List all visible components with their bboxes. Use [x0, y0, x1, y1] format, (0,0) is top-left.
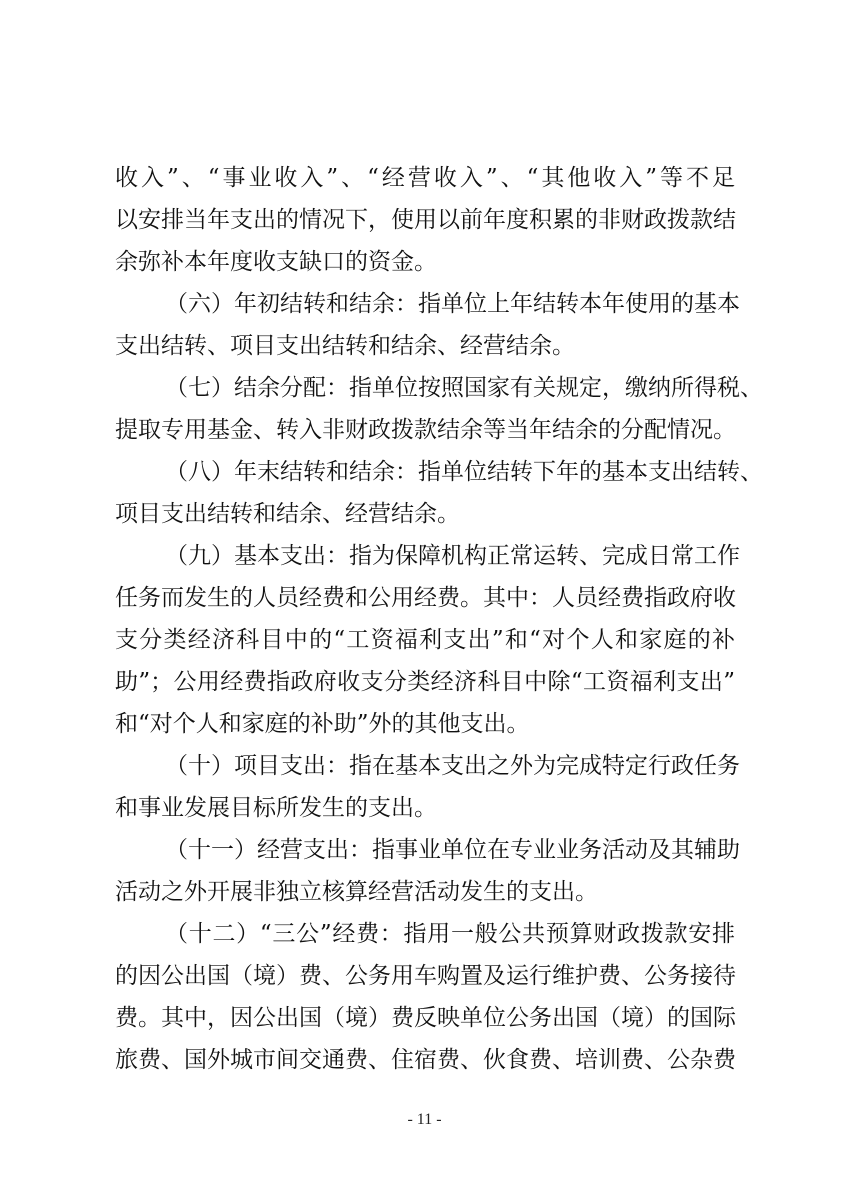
paragraph-first-line: （十）项目支出：指在基本支出之外为完成特定行政任务 — [165, 753, 740, 779]
paragraph-first-line: （十一）经营支出：指事业单位在专业业务活动及其辅助 — [165, 837, 740, 863]
paragraph-first-line: （八）年末结转和结余：指单位结转下年的基本支出结转、 — [165, 459, 763, 485]
body-text-line: 助”；公用经费指政府收支分类经济科目中除“工资福利支出” — [115, 669, 735, 695]
body-text-line: 任务而发生的人员经费和公用经费。其中：人员经费指政府收 — [115, 585, 736, 611]
paragraph-first-line: （六）年初结转和结余：指单位上年结转本年使用的基本 — [165, 291, 740, 317]
body-text-line: 支分类经济科目中的“工资福利支出”和“对个人和家庭的补 — [115, 627, 735, 653]
body-text-line: 余弥补本年度收支缺口的资金。 — [115, 249, 437, 275]
body-text-line: 旅费、国外城市间交通费、住宿费、伙食费、培训费、公杂费 — [115, 1047, 736, 1073]
body-text-line: 支出结转、项目支出结转和结余、经营结余。 — [115, 333, 575, 359]
body-text-line: 活动之外开展非独立核算经营活动发生的支出。 — [115, 879, 598, 905]
page-number: - 11 - — [407, 1111, 442, 1128]
body-text-line: 收入”、“事业收入”、“经营收入”、“其他收入”等不足 — [115, 165, 735, 191]
paragraph-first-line: （七）结余分配：指单位按照国家有关规定，缴纳所得税、 — [165, 375, 763, 401]
body-text-line: 以安排当年支出的情况下，使用以前年度积累的非财政拨款结 — [115, 207, 736, 233]
body-text-line: 项目支出结转和结余、经营结余。 — [115, 501, 460, 527]
paragraph-first-line: （十二）“三公”经费：指用一般公共预算财政拨款安排 — [165, 921, 735, 947]
body-text-line: 和“对个人和家庭的补助”外的其他支出。 — [115, 711, 530, 737]
body-text-line: 费。其中，因公出国（境）费反映单位公务出国（境）的国际 — [115, 1005, 736, 1031]
paragraph-first-line: （九）基本支出：指为保障机构正常运转、完成日常工作 — [165, 543, 740, 569]
body-text-line: 的因公出国（境）费、公务用车购置及运行维护费、公务接待 — [115, 963, 736, 989]
body-text-line: 提取专用基金、转入非财政拨款结余等当年结余的分配情况。 — [115, 417, 736, 443]
body-text-line: 和事业发展目标所发生的支出。 — [115, 795, 437, 821]
